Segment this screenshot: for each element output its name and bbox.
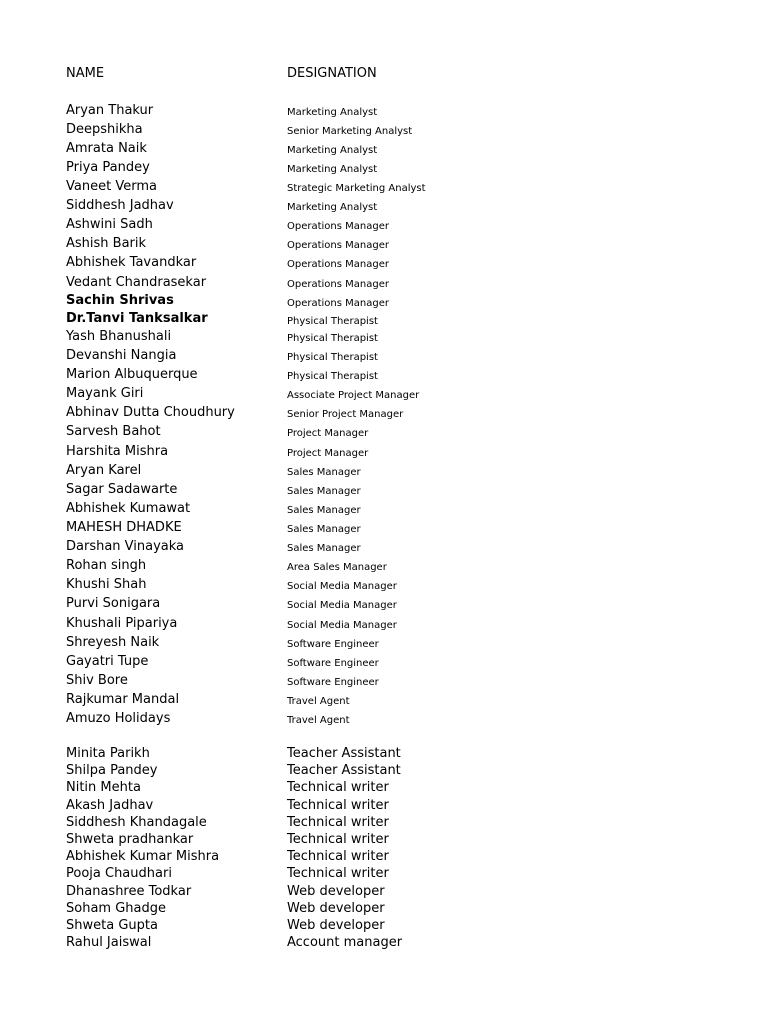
- table-row: [0, 365, 768, 384]
- table-row: [0, 652, 768, 671]
- employee-name: Gayatri Tupe: [66, 654, 149, 669]
- employee-designation: Operations Manager: [287, 259, 389, 270]
- employee-designation: Technical writer: [287, 866, 389, 881]
- employee-designation: Social Media Manager: [287, 620, 397, 631]
- employee-designation: Technical writer: [287, 780, 389, 795]
- employee-name: Ashwini Sadh: [66, 217, 153, 232]
- table-row: [0, 480, 768, 499]
- employee-designation: Technical writer: [287, 798, 389, 813]
- employee-designation: Marketing Analyst: [287, 107, 378, 118]
- employee-name: Sarvesh Bahot: [66, 424, 161, 439]
- table-row: [0, 346, 768, 365]
- employee-designation: Social Media Manager: [287, 581, 397, 592]
- table-row: [0, 253, 768, 272]
- employee-name: Shweta Gupta: [66, 918, 158, 933]
- table-row: [0, 883, 768, 900]
- table-row: [0, 101, 768, 120]
- employee-name: Soham Ghadge: [66, 901, 166, 916]
- employee-name: Ashish Barik: [66, 236, 147, 251]
- employee-name: Abhishek Kumar Mishra: [66, 849, 220, 864]
- employee-designation: Sales Manager: [287, 505, 361, 516]
- employee-designation: Senior Marketing Analyst: [287, 126, 413, 137]
- table-row: [0, 671, 768, 690]
- employee-designation: Associate Project Manager: [287, 390, 420, 401]
- employee-designation: Account manager: [287, 935, 403, 950]
- employee-name: Khushali Pipariya: [66, 616, 178, 631]
- designation-column-header: DESIGNATION: [287, 66, 377, 81]
- employee-designation: Sales Manager: [287, 467, 361, 478]
- table-row: [0, 814, 768, 831]
- employee-name: Pooja Chaudhari: [66, 866, 172, 881]
- employee-designation: Marketing Analyst: [287, 164, 378, 175]
- table-row: [0, 614, 768, 633]
- table-row: [0, 461, 768, 480]
- table-row: [0, 934, 768, 951]
- employee-name: Rajkumar Mandal: [66, 692, 180, 707]
- employee-designation: Software Engineer: [287, 658, 379, 669]
- table-row: [0, 292, 768, 309]
- employee-name: Khushi Shah: [66, 577, 147, 592]
- employee-name: Amuzo Holidays: [66, 711, 171, 726]
- employee-name: Sagar Sadawarte: [66, 482, 178, 497]
- employee-name: Marion Albuquerque: [66, 367, 198, 382]
- table-row: [0, 442, 768, 461]
- employee-designation: Software Engineer: [287, 677, 379, 688]
- table-row: [0, 139, 768, 158]
- employee-name: Aryan Thakur: [66, 103, 154, 118]
- table-row: [0, 499, 768, 518]
- employee-designation: Operations Manager: [287, 221, 389, 232]
- employee-name: Minita Parikh: [66, 746, 150, 761]
- table-row: [0, 327, 768, 346]
- table-row: [0, 273, 768, 292]
- employee-name: Deepshikha: [66, 122, 143, 137]
- employee-name: Abhinav Dutta Choudhury: [66, 405, 235, 420]
- table-row: [0, 709, 768, 728]
- table-row: [0, 196, 768, 215]
- table-row: [0, 762, 768, 779]
- employee-designation: Social Media Manager: [287, 600, 397, 611]
- employee-name: Vedant Chandrasekar: [66, 275, 207, 290]
- employee-name: Mayank Giri: [66, 386, 144, 401]
- employee-designation: Web developer: [287, 901, 385, 916]
- employee-designation: Physical Therapist: [287, 333, 378, 344]
- table-row: [0, 900, 768, 917]
- table-row: [0, 158, 768, 177]
- employee-name: Sachin Shrivas: [66, 293, 174, 308]
- table-row: [0, 537, 768, 556]
- employee-designation: Area Sales Manager: [287, 562, 387, 573]
- table-row: [0, 177, 768, 196]
- table-row: [0, 575, 768, 594]
- employee-designation: Senior Project Manager: [287, 409, 404, 420]
- employee-name: Akash Jadhav: [66, 798, 154, 813]
- employee-designation: Travel Agent: [287, 696, 350, 707]
- table-row: [0, 633, 768, 652]
- employee-designation: Sales Manager: [287, 543, 361, 554]
- employee-designation: Web developer: [287, 884, 385, 899]
- employee-name: Abhishek Tavandkar: [66, 255, 197, 270]
- employee-designation: Technical writer: [287, 849, 389, 864]
- employee-designation: Software Engineer: [287, 639, 379, 650]
- employee-name: Rohan singh: [66, 558, 147, 573]
- table-row: [0, 831, 768, 848]
- employee-designation: Web developer: [287, 918, 385, 933]
- employee-name: Dhanashree Todkar: [66, 884, 192, 899]
- employee-designation: Physical Therapist: [287, 371, 378, 382]
- employee-name: Aryan Karel: [66, 463, 142, 478]
- table-row: [0, 745, 768, 762]
- employee-designation: Sales Manager: [287, 524, 361, 535]
- employee-name: Dr.Tanvi Tanksalkar: [66, 311, 208, 326]
- table-row: [0, 690, 768, 709]
- employee-designation: Strategic Marketing Analyst: [287, 183, 426, 194]
- table-row: [0, 865, 768, 882]
- table-row: [0, 556, 768, 575]
- employee-name: Vaneet Verma: [66, 179, 157, 194]
- employee-name: Siddhesh Jadhav: [66, 198, 174, 213]
- employee-name: Yash Bhanushali: [66, 329, 172, 344]
- employee-designation: Operations Manager: [287, 279, 389, 290]
- table-row: [0, 234, 768, 253]
- employee-designation: Physical Therapist: [287, 352, 378, 363]
- employee-name: Priya Pandey: [66, 160, 150, 175]
- employee-name: Amrata Naik: [66, 141, 147, 156]
- employee-designation: Marketing Analyst: [287, 202, 378, 213]
- employee-designation: Project Manager: [287, 428, 369, 439]
- table-row: [0, 403, 768, 422]
- employee-name: Harshita Mishra: [66, 444, 169, 459]
- employee-designation: Operations Manager: [287, 298, 389, 309]
- employee-name: Rahul Jaiswal: [66, 935, 152, 950]
- table-row: [0, 215, 768, 234]
- employee-name: MAHESH DHADKE: [66, 520, 182, 535]
- table-row: [0, 422, 768, 441]
- table-row: [0, 917, 768, 934]
- table-row: [0, 594, 768, 613]
- employee-name: Shweta pradhankar: [66, 832, 194, 847]
- table-row: [0, 848, 768, 865]
- employee-name: Abhishek Kumawat: [66, 501, 191, 516]
- employee-name: Darshan Vinayaka: [66, 539, 185, 554]
- employee-name: Nitin Mehta: [66, 780, 141, 795]
- table-row: [0, 384, 768, 403]
- employee-designation: Technical writer: [287, 815, 389, 830]
- employee-designation: Teacher Assistant: [287, 746, 401, 761]
- employee-designation: Travel Agent: [287, 715, 350, 726]
- table-row: [0, 120, 768, 139]
- employee-designation: Project Manager: [287, 448, 369, 459]
- table-row: [0, 310, 768, 327]
- employee-designation: Sales Manager: [287, 486, 361, 497]
- employee-name: Shilpa Pandey: [66, 763, 158, 778]
- employee-name: Devanshi Nangia: [66, 348, 177, 363]
- table-row: [0, 797, 768, 814]
- employee-designation: Physical Therapist: [287, 316, 378, 327]
- employee-designation: Marketing Analyst: [287, 145, 378, 156]
- employee-name: Siddhesh Khandagale: [66, 815, 207, 830]
- employee-designation: Technical writer: [287, 832, 389, 847]
- table-row: [0, 779, 768, 796]
- table-row: [0, 518, 768, 537]
- employee-designation: Operations Manager: [287, 240, 389, 251]
- employee-designation: Teacher Assistant: [287, 763, 401, 778]
- employee-name: Shreyesh Naik: [66, 635, 160, 650]
- employee-name: Shiv Bore: [66, 673, 128, 688]
- name-column-header: NAME: [66, 66, 105, 81]
- employee-name: Purvi Sonigara: [66, 596, 161, 611]
